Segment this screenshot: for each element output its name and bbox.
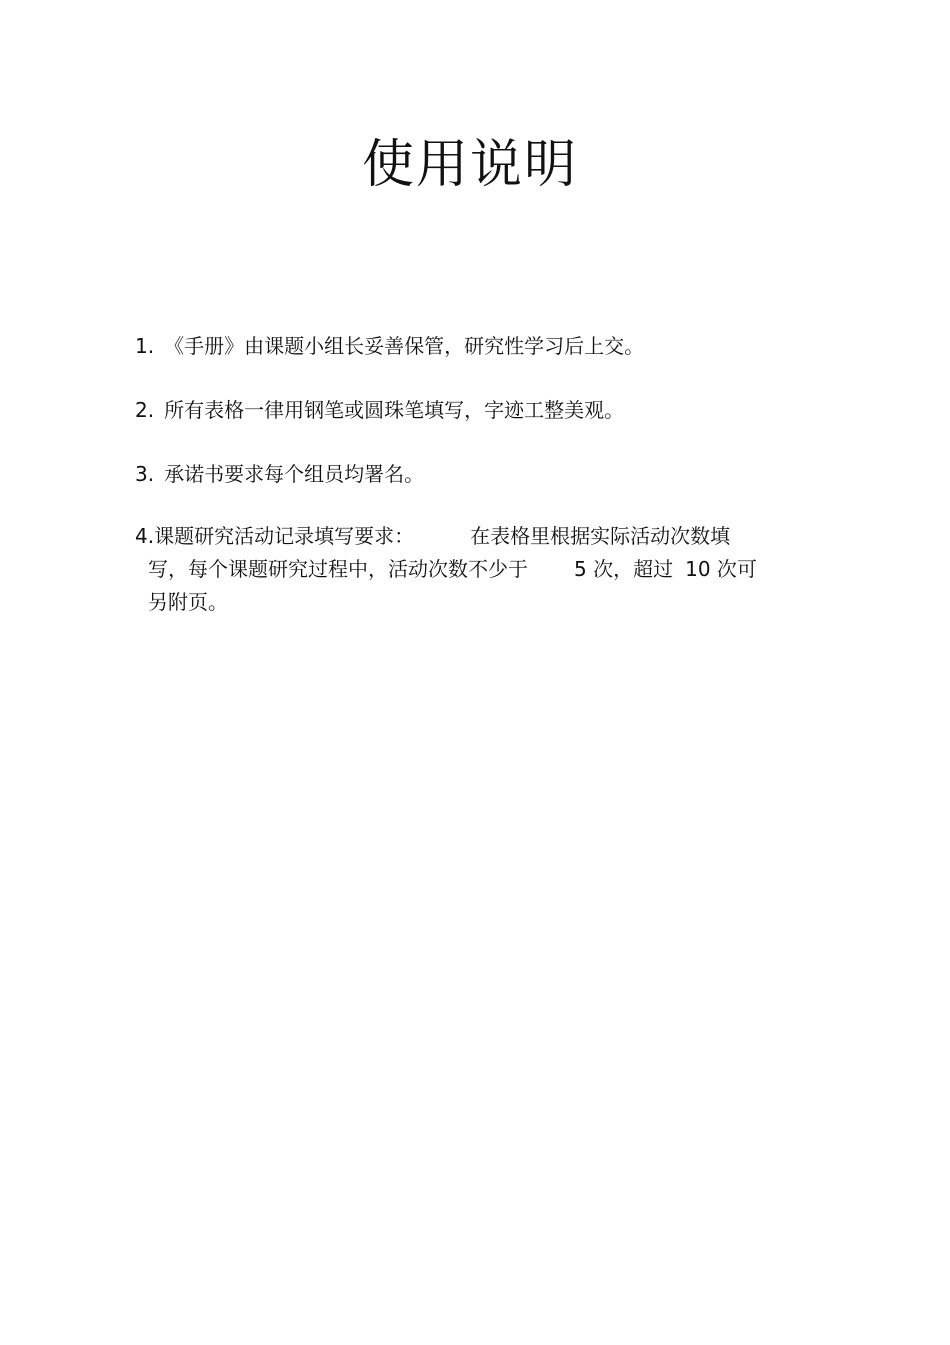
instruction-item-2 (135, 394, 624, 426)
page-title: 使用说明 (361, 135, 578, 195)
instruction-item-3 (135, 458, 424, 490)
item-number: 3. (135, 462, 155, 486)
item-text: 所有表格一律用钢笔或圆珠笔填写，字迹工整美观。 (164, 398, 625, 422)
instruction-item-1 (135, 330, 644, 362)
item-text: 《手册》由课题小组长妥善保管，研究性学习后上交。 (164, 334, 645, 358)
item-text-part: 10 次可 (685, 557, 757, 581)
item-text-part: 写，每个课题研究过程中，活动次数不少于 (148, 557, 528, 581)
item-text: 承诺书要求每个组员均署名。 (164, 462, 425, 486)
item-number: 1. (135, 334, 155, 358)
item-text-part: 5 次，超过 (574, 557, 674, 581)
instruction-item-4-line-1 (135, 520, 730, 552)
item-number: 4. (135, 524, 155, 548)
item-text-part: 另附页。 (148, 590, 228, 614)
instruction-item-4-line-3 (148, 586, 228, 618)
item-number: 2. (135, 398, 155, 422)
instruction-item-4-line-2 (148, 553, 757, 585)
item-text-part: 课题研究活动记录填写要求： (154, 524, 415, 548)
item-text-part: 在表格里根据实际活动次数填 (470, 524, 731, 548)
